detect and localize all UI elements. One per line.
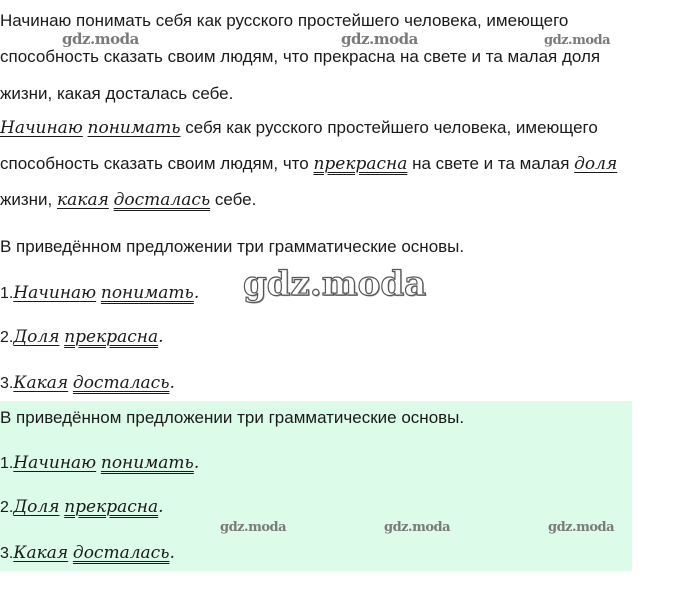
- item-number: 1.: [0, 455, 14, 472]
- predicate-word: понимать: [100, 283, 194, 303]
- predicate-word: досталась: [72, 373, 170, 393]
- answer-item-1: [0, 282, 199, 305]
- watermark-logo: gdz.moda: [220, 520, 287, 535]
- watermark-logo: gdz.moda: [62, 30, 139, 48]
- item-number: 3.: [0, 545, 14, 562]
- subject-word: Начинаю: [13, 283, 97, 303]
- answer-intro: В приведённом предложении три грамматические основы.: [0, 237, 465, 256]
- sentence-text: способность сказать своим людям, что: [0, 154, 314, 173]
- item-number: 2.: [0, 499, 14, 516]
- item-number: 2.: [0, 329, 14, 346]
- subject-word: доля: [574, 154, 618, 174]
- answer-item-3: [0, 372, 175, 395]
- item-number: 3.: [0, 375, 14, 392]
- predicate-word: понимать: [87, 118, 181, 138]
- item-number: 1.: [0, 285, 14, 302]
- sentence-line-1: Начинаю понимать себя как русского простейшего человека, имеющего: [0, 11, 569, 30]
- sentence-text: себя как русского простейшего человека, имеющего: [180, 118, 598, 137]
- predicate-word: прекрасна: [64, 497, 159, 517]
- watermark-logo: gdz.moda: [544, 33, 611, 48]
- predicate-word: досталась: [72, 543, 170, 563]
- item-end: .: [169, 373, 175, 393]
- watermark-logo: gdz.moda: [341, 30, 418, 48]
- answer-item-2: [0, 326, 164, 349]
- item-end: .: [158, 327, 164, 347]
- predicate-word: понимать: [100, 453, 194, 473]
- item-end: .: [193, 453, 200, 473]
- highlight-item-1: [0, 452, 199, 475]
- subject-word: Начинаю: [0, 118, 83, 138]
- watermark-logo: gdz.moda: [548, 520, 615, 535]
- subject-word: Какая: [13, 543, 69, 563]
- subject-word: Начинаю: [13, 453, 97, 473]
- subject-word: Доля: [13, 497, 60, 517]
- subject-word: какая: [57, 190, 109, 210]
- predicate-word: прекрасна: [313, 154, 408, 174]
- item-end: .: [169, 543, 175, 563]
- predicate-word: досталась: [113, 190, 211, 210]
- predicate-word: прекрасна: [64, 327, 159, 347]
- watermark-logo: gdz.moda: [384, 520, 451, 535]
- sentence-line-3: жизни, какая досталась себе.: [0, 84, 234, 103]
- parsed-line-2: [0, 153, 617, 175]
- watermark-logo-large: gdz.moda: [243, 264, 427, 304]
- subject-word: Доля: [13, 327, 60, 347]
- parsed-line-3: [0, 189, 256, 211]
- sentence-text: на свете и та малая: [407, 154, 575, 173]
- subject-word: Какая: [13, 373, 69, 393]
- item-end: .: [193, 283, 200, 303]
- highlight-item-3: [0, 542, 175, 565]
- parsed-line-1: [0, 117, 598, 139]
- item-end: .: [158, 497, 164, 517]
- sentence-line-2: способность сказать своим людям, что прекрасна на свете и та малая доля: [0, 47, 601, 66]
- highlight-intro: В приведённом предложении три грамматические основы.: [0, 408, 465, 427]
- sentence-text: себе.: [210, 190, 257, 209]
- sentence-text: жизни,: [0, 190, 57, 209]
- highlight-item-2: [0, 496, 164, 519]
